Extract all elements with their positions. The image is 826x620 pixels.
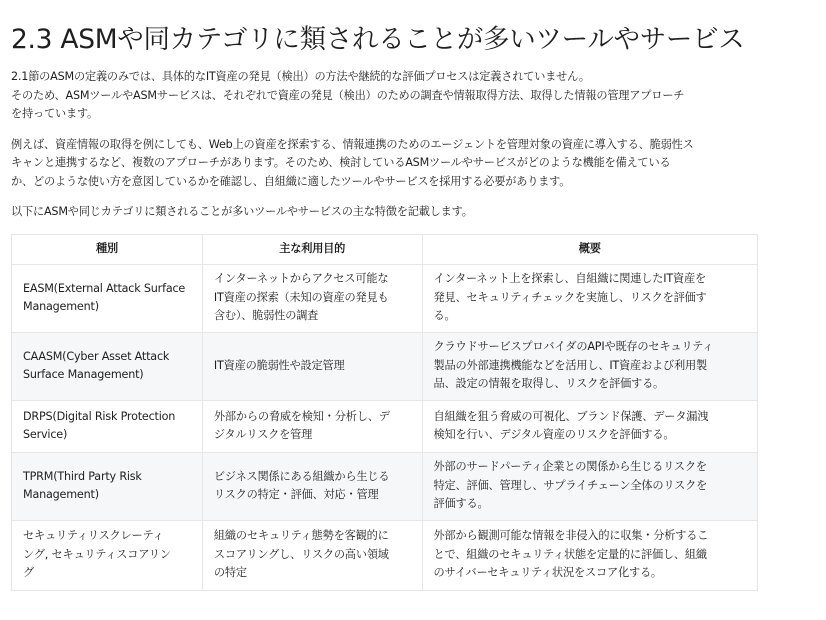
table-row: [12, 264, 758, 332]
cell-line: DRPS(Digital Risk Protection: [23, 409, 176, 423]
cell-type: [12, 520, 203, 590]
cell-purpose: [202, 400, 422, 452]
cell-line: 特定、評価、管理し、サプライチェーン全体のリスクを: [433, 478, 708, 492]
cell-line: 外部のサードパーティ企業との関係から生じるリスクを: [433, 460, 707, 474]
cell-line: る。: [433, 309, 456, 323]
cell-type: [12, 452, 203, 520]
cell-summary: [422, 264, 757, 332]
cell-type: [12, 332, 203, 400]
cell-line: Service): [23, 428, 68, 441]
cell-line: リスクの特定・評価、対応・管理: [213, 488, 379, 501]
cell-line: 検知を行い、デジタル資産のリスクを評価する。: [433, 428, 675, 441]
paragraph-line: 以下にASMや同じカテゴリに類されることが多いツールやサービスの主な特徴を記載します。: [11, 205, 473, 218]
cell-line: 組織のセキュリティ態勢を客観的に: [213, 529, 389, 543]
cell-line: Management): [23, 300, 99, 313]
cell-line: の特定: [213, 566, 247, 580]
cell-line: インターネットからアクセス可能な: [213, 272, 389, 286]
paragraph-line: キャンと連携するなど、複数のアプローチがあります。そのため、検討しているASMツールやサービスがどのような機能を備えている: [11, 156, 671, 169]
paragraph-line: を持っています。: [11, 107, 99, 120]
cell-line: スコアリングし、リスクの高い領域: [213, 547, 389, 561]
cell-summary: [422, 332, 757, 400]
table-row: [12, 520, 758, 590]
paragraph-line: 例えば、資産情報の取得を例にしても、Web上の資産を探索する、情報連携のためのエージェントを管理対象の資産に導入する、脆弱性ス: [11, 137, 694, 151]
cell-line: のサイバーセキュリティ状況をスコア化する。: [433, 566, 662, 580]
cell-line: ジタルリスクを管理: [213, 428, 313, 441]
cell-purpose: [202, 264, 422, 332]
cell-line: Surface Management): [23, 368, 144, 381]
paragraph-line: か、どのような使い方を意図しているかを確認し、自組織に適したツールやサービスを採用する必要があります。: [11, 174, 571, 188]
cell-line: IT資産の探索（未知の資産の発見も: [213, 290, 389, 304]
cell-line: 製品の外部連携機能などを活用し、IT資産および利用製: [433, 358, 707, 372]
column-header-purpose: 主な利用目的: [202, 234, 422, 264]
cell-line: グ: [23, 566, 34, 580]
cell-line: 評価する。: [433, 497, 489, 511]
cell-line: 含む）、脆弱性の調査: [213, 309, 319, 323]
cell-line: 外部からの脅威を検知・分析し、デ: [213, 409, 390, 423]
paragraph-line: そのため、ASMツールやASMサービスは、それぞれで資産の発見（検出）のための調査や情報取得方法、取得した情報の管理アプローチ: [11, 88, 685, 102]
cell-summary: [422, 520, 757, 590]
paragraph-table-lead: [11, 203, 771, 222]
table-row: [12, 400, 758, 452]
cell-line: Management): [23, 488, 99, 501]
cell-line: IT資産の脆弱性や設定管理: [213, 358, 345, 372]
cell-purpose: [202, 332, 422, 400]
cell-line: TPRM(Third Party Risk: [23, 469, 142, 483]
cell-line: とで、組織のセキュリティ状態を定量的に評価し、組織: [433, 547, 707, 561]
cell-type: [12, 264, 203, 332]
cell-line: ビジネス関係にある組織から生じる: [213, 469, 390, 483]
table-header-row: [12, 234, 758, 264]
table-row: [12, 332, 758, 400]
cell-summary: [422, 400, 757, 452]
cell-purpose: [202, 520, 422, 590]
cell-summary: [422, 452, 757, 520]
cell-line: 自組織を狙う脅威の可視化、ブランド保護、データ漏洩: [433, 409, 709, 423]
cell-line: ング, セキュリティスコアリン: [23, 547, 171, 561]
column-header-type: 種別: [12, 234, 203, 264]
cell-line: 外部から観測可能な情報を非侵入的に収集・分析するこ: [433, 529, 709, 543]
cell-purpose: [202, 452, 422, 520]
paragraph-intro: [11, 68, 771, 124]
paragraph-line: 2.1節のASMの定義のみでは、具体的なIT資産の発見（検出）の方法や継続的な評価プロセスは定義されていません。: [11, 70, 590, 83]
paragraph-example: [11, 136, 771, 192]
cell-line: インターネット上を探索し、自組織に関連したIT資産を: [433, 272, 706, 286]
cell-line: 発見、セキュリティチェックを実施し、リスクを評価す: [433, 290, 707, 304]
column-header-summary: 概要: [422, 234, 757, 264]
cell-line: 品、設定の情報を取得し、リスクを評価する。: [433, 377, 665, 391]
cell-line: EASM(External Attack Surface: [23, 281, 186, 295]
tool-comparison-table: [11, 234, 758, 591]
table-row: [12, 452, 758, 520]
cell-type: [12, 400, 203, 452]
cell-line: セキュリティリスクレーティ: [23, 529, 164, 543]
cell-line: CAASM(Cyber Asset Attack: [23, 349, 170, 363]
section-heading: 2.3 ASMや同カテゴリに類されることが多いツールやサービス: [11, 24, 745, 55]
cell-line: クラウドサービスプロバイダのAPIや既存のセキュリティ: [433, 340, 714, 354]
